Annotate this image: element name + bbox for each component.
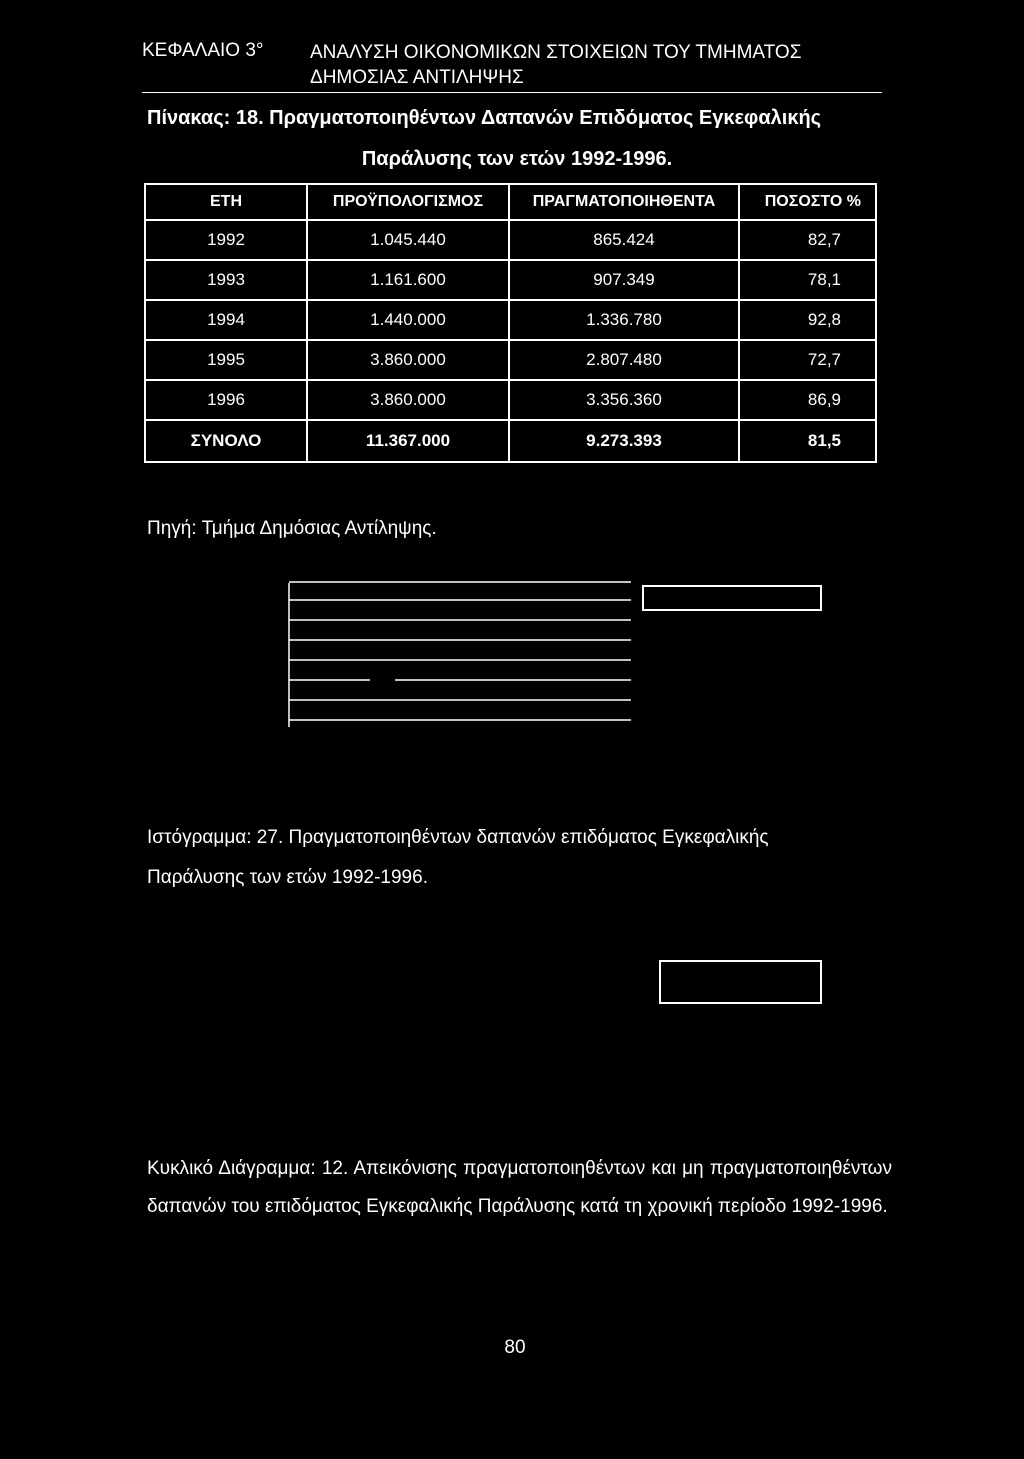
cell-realized: 907.349 <box>509 260 739 300</box>
cell-year: 1996 <box>145 380 307 420</box>
table-row <box>145 340 876 380</box>
histogram-caption-line2: Παράλυσης των ετών 1992-1996. <box>147 867 428 888</box>
table-caption-line1: Πίνακας: 18. Πραγματοποιηθέντων Δαπανών Επιδόματος Εγκεφαλικής <box>147 107 822 129</box>
chapter-title: ΑΝΑΛΥΣΗ ΟΙΚΟΝΟΜΙΚΩΝ ΣΤΟΙΧΕΙΩΝ ΤΟΥ ΤΜΗΜΑΤΟΣ ΔΗΜΟΣΙΑΣ ΑΝΤΙΛΗΨΗΣ <box>310 42 802 88</box>
cell-budget: 1.440.000 <box>307 300 509 340</box>
chapter-label: ΚΕΦΑΛΑΙΟ 3° <box>142 40 264 61</box>
pie-caption: Κυκλικό Διάγραμμα: 12. Απεικόνισης πραγματοποιηθέντων και μη πραγματοποιηθέντων δαπανών του επιδόματος Εγκεφαλικής Παράλυσης κατά τη χρονική περίοδο 1992-1996. <box>147 1158 892 1217</box>
cell-realized: 865.424 <box>509 220 739 260</box>
cell-percent: 86,9 <box>739 380 876 420</box>
cell-percent: 92,8 <box>739 300 876 340</box>
header-divider <box>142 92 882 93</box>
cell-realized: 2.807.480 <box>509 340 739 380</box>
cell-realized: 3.356.360 <box>509 380 739 420</box>
table-row <box>145 300 876 340</box>
table-total-row <box>145 420 876 462</box>
page-number: 80 <box>504 1337 526 1358</box>
table-row <box>145 220 876 260</box>
total-label: ΣΥΝΟΛΟ <box>145 420 307 462</box>
cell-percent: 78,1 <box>739 260 876 300</box>
cell-budget: 3.860.000 <box>307 380 509 420</box>
header-realized: ΠΡΑΓΜΑΤΟΠΟΙΗΘΕΝΤΑ <box>509 184 739 220</box>
expenses-table <box>144 183 877 463</box>
table-caption-line2: Παράλυσης των ετών 1992-1996. <box>361 148 673 170</box>
header-percent: ΠΟΣΟΣΤΟ % <box>739 184 876 220</box>
cell-year: 1994 <box>145 300 307 340</box>
cell-year: 1993 <box>145 260 307 300</box>
cell-budget: 1.045.440 <box>307 220 509 260</box>
histogram-caption-line1: Ιστόγραμμα: 27. Πραγματοποιηθέντων δαπανών επιδόματος Εγκεφαλικής <box>147 827 769 848</box>
histogram-gridlines <box>285 580 635 740</box>
table-row <box>145 260 876 300</box>
cell-year: 1992 <box>145 220 307 260</box>
histogram-caption <box>147 818 887 898</box>
total-realized: 9.273.393 <box>509 420 739 462</box>
cell-realized: 1.336.780 <box>509 300 739 340</box>
cell-year: 1995 <box>145 340 307 380</box>
total-budget: 11.367.000 <box>307 420 509 462</box>
source-note: Πηγή: Τμήμα Δημόσιας Αντίληψης. <box>147 518 437 539</box>
total-percent: 81,5 <box>739 420 876 462</box>
header-budget: ΠΡΟΫΠΟΛΟΓΙΣΜΟΣ <box>307 184 509 220</box>
cell-percent: 82,7 <box>739 220 876 260</box>
cell-budget: 3.860.000 <box>307 340 509 380</box>
histogram-legend-box <box>642 585 822 611</box>
table-row <box>145 380 876 420</box>
pie-legend-box <box>659 960 822 1004</box>
cell-percent: 72,7 <box>739 340 876 380</box>
header-years: ΕΤΗ <box>145 184 307 220</box>
cell-budget: 1.161.600 <box>307 260 509 300</box>
table-header-row <box>145 184 876 220</box>
